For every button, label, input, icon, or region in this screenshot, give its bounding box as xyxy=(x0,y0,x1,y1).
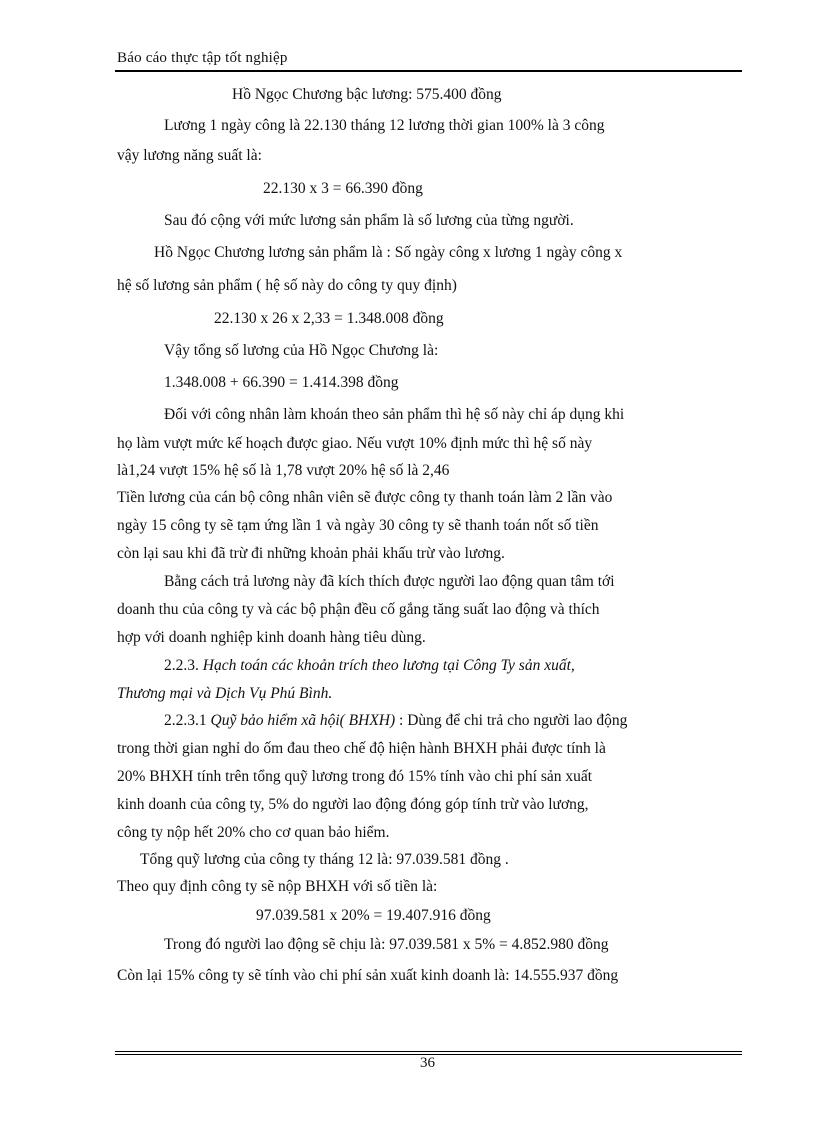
text-line: Hồ Ngọc Chương lương sản phẩm là : Số ngày công x lương 1 ngày công x xyxy=(154,244,623,261)
text-line: doanh thu của công ty và các bộ phận đều cố gắng tăng suất lao động và thích xyxy=(117,601,600,618)
subsection-title: Quỹ bảo hiểm xã hội( BHXH) xyxy=(210,712,396,729)
header-title: Báo cáo thực tập tốt nghiệp xyxy=(117,50,288,66)
text-line: 20% BHXH tính trên tổng quỹ lương trong đó 15% tính vào chi phí sản xuất xyxy=(117,768,593,785)
section-title: Hạch toán các khoản trích theo lương tại Công Ty sản xuất, xyxy=(202,657,575,674)
subsection-text: : Dùng để chi trả cho người lao động xyxy=(395,712,628,729)
text-line: 22.130 x 26 x 2,33 = 1.348.008 đồng xyxy=(214,310,444,327)
subsection-number: 2.2.3.1 xyxy=(164,712,211,729)
text-line: Lương 1 ngày công là 22.130 tháng 12 lương thời gian 100% là 3 công xyxy=(164,117,605,134)
text-line: Theo quy định công ty sẽ nộp BHXH với số tiền là: xyxy=(117,878,438,895)
section-title-cont: Thương mại và Dịch Vụ Phú Bình. xyxy=(117,685,333,702)
footer-rule-top xyxy=(115,1051,742,1052)
section-number: 2.2.3. xyxy=(164,657,203,674)
text-line: kinh doanh của công ty, 5% do người lao động đóng góp tính trừ vào lương, xyxy=(117,796,589,813)
text-line: Bằng cách trả lương này đã kích thích được người lao động quan tâm tới xyxy=(164,573,615,590)
text-line: là1,24 vượt 15% hệ số là 1,78 vượt 20% hệ số là 2,46 xyxy=(117,462,450,479)
text-line: 97.039.581 x 20% = 19.407.916 đồng xyxy=(256,907,491,924)
text-line: còn lại sau khi đã trừ đi những khoản phải khấu trừ vào lương. xyxy=(117,545,505,562)
text-line: Đối với công nhân làm khoán theo sản phẩm thì hệ số này chỉ áp dụng khi xyxy=(164,406,625,423)
text-line: ngày 15 công ty sẽ tạm ứng lần 1 và ngày 30 công ty sẽ thanh toán nốt số tiền xyxy=(117,517,599,534)
page-number: 36 xyxy=(420,1055,435,1071)
text-line: Sau đó cộng với mức lương sản phẩm là số lương của từng người. xyxy=(164,212,574,229)
text-line: Hồ Ngọc Chương bậc lương: 575.400 đồng xyxy=(232,86,502,103)
text-line: Còn lại 15% công ty sẽ tính vào chi phí sản xuất kinh doanh là: 14.555.937 đồng xyxy=(117,967,619,984)
text-line: Trong đó người lao động sẽ chịu là: 97.039.581 x 5% = 4.852.980 đồng xyxy=(164,936,609,953)
section-heading xyxy=(164,656,575,676)
text-line: vậy lương năng suất là: xyxy=(117,147,262,164)
text-line: trong thời gian nghỉ do ốm đau theo chế độ hiện hành BHXH phải được tính là xyxy=(117,740,606,757)
subsection-heading xyxy=(164,711,627,731)
text-line: hợp với doanh nghiệp kinh doanh hàng tiêu dùng. xyxy=(117,629,426,646)
text-line: họ làm vượt mức kế hoạch được giao. Nếu vượt 10% định mức thì hệ số này xyxy=(117,435,593,452)
text-line: Vậy tổng số lương của Hồ Ngọc Chương là: xyxy=(164,342,439,359)
header-rule xyxy=(115,70,742,72)
text-line: 22.130 x 3 = 66.390 đồng xyxy=(263,180,423,197)
text-line: công ty nộp hết 20% cho cơ quan bảo hiểm. xyxy=(117,824,390,841)
text-line: hệ số lương sản phẩm ( hệ số này do công ty quy định) xyxy=(117,277,457,294)
text-line: 1.348.008 + 66.390 = 1.414.398 đồng xyxy=(164,374,399,391)
text-line: Tổng quỹ lương của công ty tháng 12 là: 97.039.581 đồng . xyxy=(140,851,509,868)
text-line: Tiền lương của cán bộ công nhân viên sẽ được công ty thanh toán làm 2 lần vào xyxy=(117,489,613,506)
